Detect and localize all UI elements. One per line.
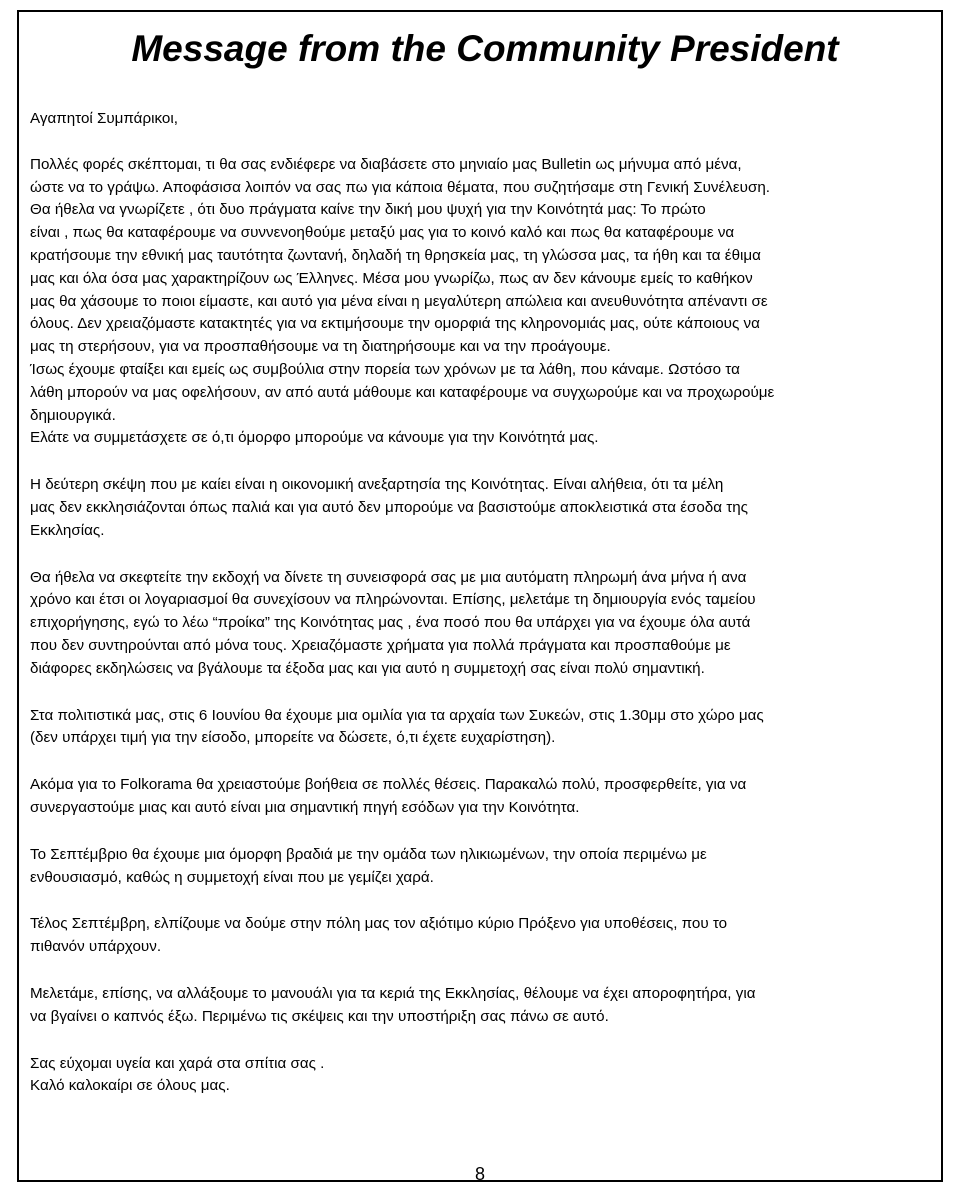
- text-line: είναι , πως θα καταφέρουμε να συννενοηθούμε μεταξύ μας για το κοινό καλό και πως θα καταφέρουμε να: [30, 224, 735, 242]
- text-line: Ελάτε να συμμετάσχετε σε ό,τι όμορφο μπορούμε να κάνουμε για την Κοινότητά μας.: [30, 429, 599, 447]
- closing: [30, 1053, 930, 1099]
- paragraph-6: [30, 844, 930, 890]
- letter-body: [30, 108, 930, 1098]
- text-line: που δεν συντηρούνται από μόνα τους. Χρειαζόμαστε χρήματα για πολλά πράγματα και προσπαθούμε με: [30, 636, 731, 654]
- paragraph-4: [30, 705, 930, 751]
- text-line: Σας εύχομαι υγεία και χαρά στα σπίτια σας .: [30, 1054, 325, 1072]
- text-line: (δεν υπάρχει τιμή για την είσοδο, μπορείτε να δώσετε, ό,τι έχετε ευχαρίστηση).: [30, 729, 556, 747]
- paragraph-3: [30, 567, 930, 681]
- text-line: μας και όλα όσα μας χαρακτηρίζουν ως Έλληνες. Μέσα μου γνωρίζω, πως αν δεν κάνουμε εμείς το καθήκον: [30, 269, 753, 287]
- page-title: Message from the Community President: [131, 28, 839, 69]
- text-line: Εκκλησίας.: [30, 521, 105, 539]
- text-line: λάθη μπορούν να μας οφελήσουν, αν από αυτά μάθουμε και καταφέρουμε να συγχωρούμε και να προχωρούμε: [30, 383, 775, 401]
- text-line: μας θα χάσουμε το ποιοι είμαστε, και αυτό για μένα είναι η μεγαλύτερη απώλεια και ανευθυνότητα απέναντι σε: [30, 292, 768, 310]
- signoff: Καλό καλοκαίρι σε όλους μας.: [30, 1077, 230, 1095]
- text-line: Ίσως έχουμε φταίξει και εμείς ως συμβούλια στην πορεία των χρόνων με τα λάθη, που κάναμε. Ωστόσο τα: [30, 360, 740, 378]
- text-line: δημιουργικά.: [30, 406, 116, 424]
- text-line: επιχορήγησης, εγώ το λέω “προίκα” της Κοινότητας μας , ένα ποσό που θα υπάρχει για να έχουμε όλα αυτά: [30, 614, 751, 632]
- text-line: κρατήσουμε την εθνική μας ταυτότητα ζωντανή, δηλαδή τη θρησκεία μας, τη γλώσσα μας, τα ήθη και τα έθιμα: [30, 246, 761, 264]
- paragraph-8: [30, 983, 930, 1029]
- text-line: Ακόμα για το Folkorama θα χρειαστούμε βοήθεια σε πολλές θέσεις. Παρακαλώ πολύ, προσφερθείτε, για να: [30, 776, 747, 794]
- text-line: Πολλές φορές σκέπτομαι, τι θα σας ενδιέφερε να διαβάσετε στο μηνιαίο μας Bulletin ως μήνυμα από μένα,: [30, 155, 742, 173]
- paragraph-7: [30, 913, 930, 959]
- text-line: διάφορες εκδηλώσεις να βγάλουμε τα έξοδα μας και για αυτό η συμμετοχή σας είναι πολύ σημαντική.: [30, 659, 705, 677]
- text-line: Στα πολιτιστικά μας, στις 6 Ιουνίου θα έχουμε μια ομιλία για τα αρχαία των Συκεών, στις 1.30μμ στο χώρο μας: [30, 706, 764, 724]
- text-line: συνεργαστούμε μιας και αυτό είναι μια σημαντική πηγή εσόδων για την Κοινότητα.: [30, 798, 580, 816]
- text-line: ώστε να το γράψω. Αποφάσισα λοιπόν να σας πω για κάποια θέματα, που συζητήσαμε στη Γενική Συνέλευση.: [30, 178, 770, 196]
- text-line: Τέλος Σεπτέμβρη, ελπίζουμε να δούμε στην πόλη μας τον αξιότιμο κύριο Πρόξενο για υποθέσεις, που το: [30, 915, 728, 933]
- page-number: 8: [474, 1164, 485, 1184]
- text-line: να βγαίνει ο καπνός έξω. Περιμένω τις σκέψεις και την υποστήριξη σας πάνω σε αυτό.: [30, 1007, 609, 1025]
- text-line: ενθουσιασμό, καθώς η συμμετοχή είναι που με γεμίζει χαρά.: [30, 868, 434, 886]
- salutation: Αγαπητοί Συμπάρικοι,: [30, 110, 178, 127]
- paragraph-5: [30, 774, 930, 820]
- text-line: πιθανόν υπάρχουν.: [30, 938, 162, 956]
- text-line: Μελετάμε, επίσης, να αλλάξουμε το μανουάλι για τα κεριά της Εκκλησίας, θέλουμε να έχει απoροφητήρα, για: [30, 984, 756, 1002]
- text-line: χρόνο και έτσι οι λογαριασμοί θα συνεχίσουν να πληρώνονται. Επίσης, μελετάμε τη δημιουργία ενός ταμείου: [30, 591, 756, 609]
- text-line: Θα ήθελα να σκεφτείτε την εκδοχή να δίνετε τη συνεισφορά σας με μια αυτόματη πληρωμή άνα μήνα ή ανα: [30, 568, 747, 586]
- text-line: Θα ήθελα να γνωρίζετε , ότι δυο πράγματα καίνε την δική μου ψυχή για την Κοινότητά μας: Το πρώτο: [30, 201, 706, 219]
- paragraph-2: [30, 474, 930, 542]
- text-line: μας δεν εκκλησιάζονται όπως παλιά και για αυτό δεν μπορούμε να βασιστούμε αποκλειστικά στα έσοδα της: [30, 498, 748, 516]
- paragraph-1: [30, 154, 930, 450]
- text-line: όλους. Δεν χρειαζόμαστε κατακτητές για να εκτιμήσουμε την ομορφιά της κληρονομιάς μας, ούτε κάποιους να: [30, 315, 760, 333]
- text-line: Η δεύτερη σκέψη που με καίει είναι η οικονομική ανεξαρτησία της Κοινότητας. Είναι αλήθεια, ότι τα μέλη: [30, 476, 724, 494]
- text-line: μας τη στερήσουν, για να προσπαθήσουμε να τη διατηρήσουμε και να την προάγουμε.: [30, 338, 611, 356]
- text-line: Το Σεπτέμβριο θα έχουμε μια όμορφη βραδιά με την ομάδα των ηλικιωμένων, την οποία περιμένω με: [30, 845, 707, 863]
